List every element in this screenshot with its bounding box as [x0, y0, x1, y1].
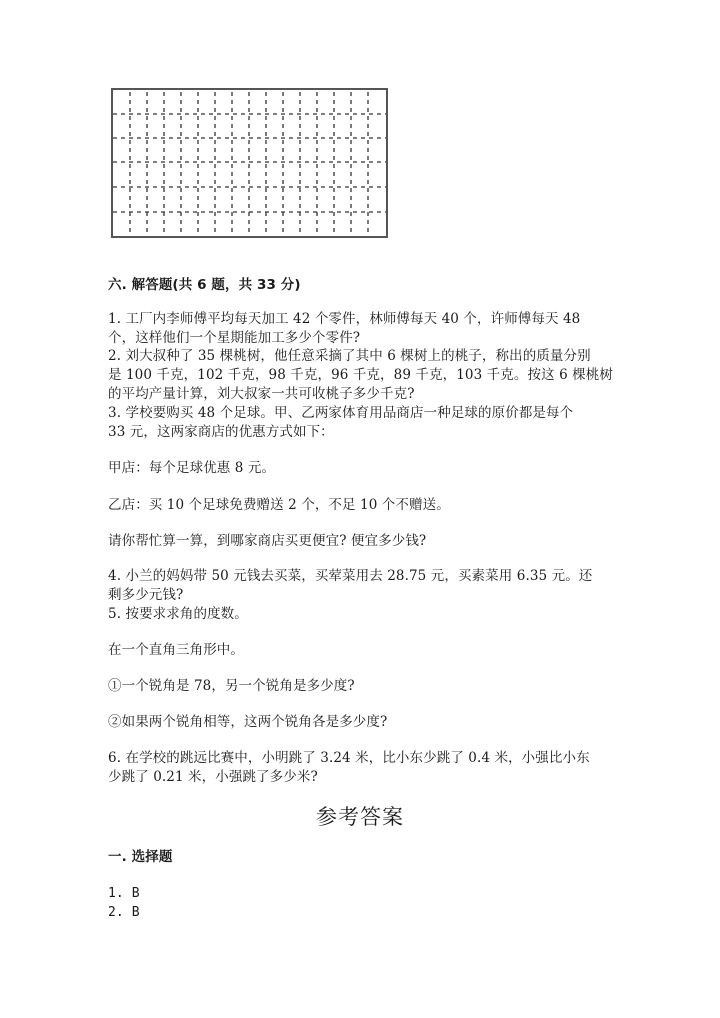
question-6-line-1: 6. 在学校的跳远比赛中，小明跳了 3.24 米，比小东少跳了 0.4 米，小强比小东 — [108, 750, 590, 766]
question-4-line-1: 4. 小兰的妈妈带 50 元钱去买菜，买荤菜用去 28.75 元，买素菜用 6.35 元。还 — [108, 568, 593, 584]
question-5-part-a: ①一个锐角是 78，另一个锐角是多少度? — [108, 678, 355, 694]
question-5-part-b: ②如果两个锐角相等，这两个锐角各是多少度? — [108, 714, 388, 730]
writing-grid — [111, 88, 388, 238]
answers-title: 参考答案 — [316, 805, 404, 829]
question-2-line-1: 2. 刘大叔种了 35 棵桃树，他任意采摘了其中 6 棵树上的桃子，称出的质量分别 — [108, 348, 591, 364]
question-3-line-1: 3. 学校要购买 48 个足球。甲、乙两家体育用品商店一种足球的原价都是每个 — [108, 405, 574, 421]
question-3-line-2: 33 元，这两家商店的优惠方式如下： — [108, 424, 334, 440]
question-6-line-2: 少跳了 0.21 米，小强跳了多少米? — [108, 769, 318, 785]
question-1-line-2: 个，这样他们一个星期能加工多少个零件? — [108, 330, 361, 346]
answer-item: 1. B — [108, 886, 140, 901]
question-2-line-3: 的平均产量计算，刘大叔家一共可收桃子多少千克? — [108, 386, 415, 402]
question-5: 5. 按要求求角的度数。 — [108, 606, 248, 622]
question-3-shop-b: 乙店：买 10 个足球免费赠送 2 个，不足 10 个不赠送。 — [108, 497, 450, 513]
answer-item: 2. B — [108, 905, 140, 920]
grid-dashed-lines — [113, 90, 386, 236]
question-4-line-2: 剩多少元钱? — [108, 587, 184, 603]
question-2-line-2: 是 100 千克，102 千克，98 千克，96 千克，89 千克，103 千克。按这 6 棵桃树 — [108, 367, 613, 383]
answers-section-heading: 一. 选择题 — [108, 849, 173, 865]
question-3-ask: 请你帮忙算一算，到哪家商店买更便宜? 便宜多少钱? — [108, 533, 427, 549]
question-3-shop-a: 甲店：每个足球优惠 8 元。 — [108, 460, 276, 476]
question-1-line-1: 1. 工厂内李师傅平均每天加工 42 个零件，林师傅每天 40 个，许师傅每天 48 — [108, 311, 581, 327]
section-heading: 六. 解答题(共 6 题，共 33 分) — [108, 277, 301, 293]
question-5-context: 在一个直角三角形中。 — [108, 642, 244, 658]
